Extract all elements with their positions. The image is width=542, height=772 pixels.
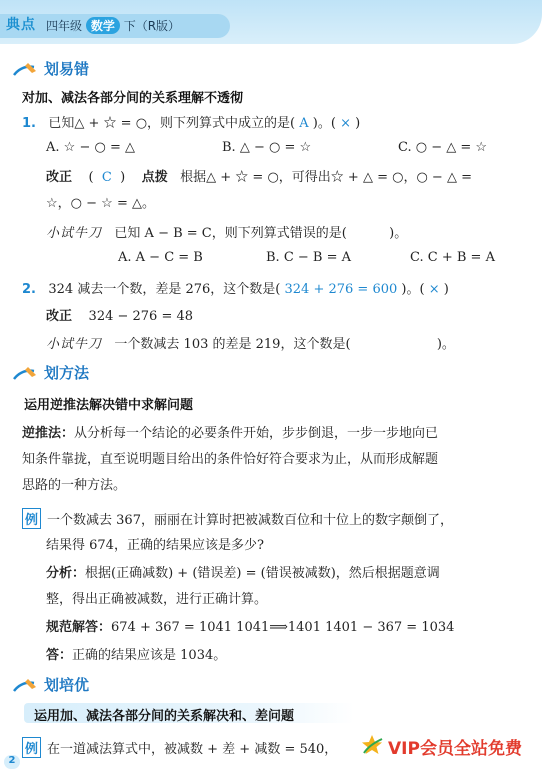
- grade-label: 四年级: [46, 19, 83, 33]
- pencil-swoosh-icon: [12, 365, 38, 383]
- answer-label: 答：: [46, 648, 73, 663]
- section-title-text: 划易错: [44, 60, 90, 78]
- question-stem: ): [355, 116, 361, 131]
- solution-label: 规范解答：: [46, 620, 112, 635]
- question-stem: 已知△ + ☆ = ○，则下列算式中成立的是(: [48, 116, 296, 131]
- section-title-text: 划培优: [44, 676, 90, 694]
- book-info: [46, 17, 180, 34]
- volume-label: 下（R版）: [123, 19, 181, 33]
- section-title-text: 划方法: [44, 364, 90, 382]
- subject-badge: 数学: [86, 17, 120, 34]
- correction-row: [46, 166, 472, 185]
- brand-logo: 典点: [6, 17, 36, 33]
- example-text: 一个数减去 367，丽丽在计算时把被减数百位和十位上的数字颠倒了，: [47, 513, 453, 528]
- question-stem: )。(: [401, 282, 425, 297]
- try-it-2: [46, 333, 455, 352]
- section-title-methods: [12, 362, 89, 383]
- try-text-end: )。: [389, 226, 408, 241]
- example-line-2: 结果得 674，正确的结果应该是多少?: [46, 538, 264, 553]
- hint-text-cont: ☆，○ − ☆ = △。: [46, 196, 155, 211]
- solution-line: [46, 616, 454, 635]
- example-text: 在一道减法算式中，被减数 + 差 + 减数 = 540，: [47, 742, 338, 757]
- page-number: 2: [4, 755, 20, 769]
- watermark-text: VIP会员全站免费: [388, 739, 522, 759]
- analysis-line-2: 整，得出正确被减数，进行正确计算。: [46, 592, 268, 607]
- hint-label: 点拨: [141, 170, 168, 185]
- option-b: B. △ − ○ = ☆: [222, 140, 312, 155]
- mistakes-subhead: 对加、减法各部分间的关系理解不透彻: [22, 91, 244, 106]
- try-option-c: C. C + B = A: [410, 250, 495, 265]
- bracket: ): [120, 170, 126, 185]
- hint-text: 根据△ + ☆ = ○，可得出☆ + △ = ○，○ − △ =: [180, 170, 472, 185]
- judge-mark: ×: [428, 282, 440, 297]
- solution-text: 674 + 367 = 1041 1041⟹1401 1401 − 367 = 1034: [111, 620, 455, 635]
- definition-text: 从分析每一个结论的必要条件开始，步步倒退，一步一步地向已: [74, 426, 439, 441]
- try-it-1: [46, 222, 407, 241]
- question-number: 2.: [22, 282, 36, 297]
- question-number: 1.: [22, 116, 36, 131]
- correction-label: 改正: [46, 170, 73, 185]
- advanced-example: [22, 737, 337, 758]
- definition-line-2: 知条件靠拢，直至说明题目给出的条件恰好符合要求为止，从而形成解题: [22, 452, 439, 467]
- star-icon: [360, 733, 384, 757]
- methods-subhead: 运用逆推法解决错中求解问题: [24, 398, 194, 413]
- pencil-swoosh-icon: [12, 61, 38, 79]
- analysis-text: 根据(正确减数) + (错误差) = (错误被减数)，然后根据题意调: [85, 566, 440, 581]
- judge-mark: ×: [340, 116, 351, 131]
- try-text: 一个数减去 103 的差是 219，这个数是(: [114, 337, 351, 352]
- question-1: [22, 112, 360, 131]
- correction-text: 324 − 276 = 48: [88, 309, 194, 324]
- answer-line: [46, 644, 226, 663]
- analysis-label: 分析：: [46, 566, 86, 581]
- answer-value: A: [299, 116, 309, 131]
- example-badge: 例: [22, 737, 41, 758]
- bracket: (: [88, 170, 94, 185]
- try-option-a: A. A − C = B: [118, 250, 203, 265]
- section-title-advanced: [12, 674, 89, 695]
- answer-value: C: [101, 170, 112, 185]
- try-text: 已知 A − B = C，则下列算式错误的是(: [114, 226, 347, 241]
- example-line-1: [22, 508, 453, 529]
- try-label: 小试牛刀: [46, 226, 103, 241]
- option-c: C. ○ − △ = ☆: [398, 140, 488, 155]
- definition-line-1: [22, 422, 438, 441]
- option-a: A. ☆ − ○ = △: [46, 140, 135, 155]
- correction-row-2: [46, 305, 193, 324]
- question-2: [22, 278, 449, 297]
- question-stem: ): [443, 282, 449, 297]
- try-label: 小试牛刀: [46, 337, 103, 352]
- question-stem: )。(: [312, 116, 336, 131]
- definition-label: 逆推法：: [22, 426, 75, 441]
- correction-label: 改正: [46, 309, 73, 324]
- pencil-swoosh-icon: [12, 677, 38, 695]
- section-title-mistakes: [12, 58, 89, 79]
- question-stem: 324 减去一个数，差是 276，这个数是(: [48, 282, 281, 297]
- analysis-line-1: [46, 562, 440, 581]
- example-badge: 例: [22, 508, 41, 529]
- answer-text: 正确的结果应该是 1034。: [72, 648, 227, 663]
- advanced-subhead: 运用加、减法各部分间的关系解决和、差问题: [34, 709, 295, 724]
- try-option-b: B. C − B = A: [266, 250, 352, 265]
- try-text-end: )。: [436, 337, 455, 352]
- answer-value: 324 + 276 = 600: [284, 282, 398, 297]
- definition-line-3: 思路的一种方法。: [22, 478, 127, 493]
